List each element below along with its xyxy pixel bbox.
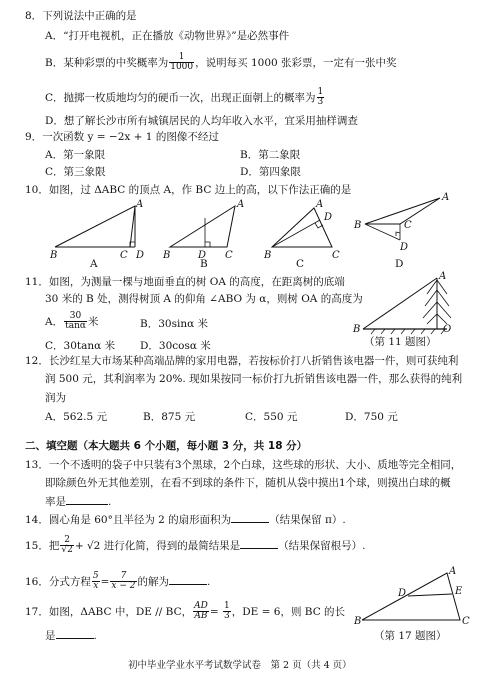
q17-answer-blank[interactable] — [56, 638, 94, 639]
q15-stem: 15．把 $\frac{2}{√2}$ + √2 进行化简，得到的最简结果是 （结果保留根号）. — [25, 535, 366, 556]
q17-label-A: A — [449, 566, 457, 577]
q8-c-fraction: $\frac{1}{3}$ — [317, 87, 324, 108]
q8-option-a: A．“打开电视机，正在播放《动物世界》”是必然事件 — [45, 30, 290, 42]
q17-fraction-value: $\frac{1}{3}$ — [223, 601, 230, 622]
q9-option-a: A．第一象限 — [45, 149, 106, 161]
q10-figure-b — [165, 198, 255, 268]
q11-label-A: A — [439, 271, 447, 282]
q17-label-C: C — [462, 616, 470, 627]
q8-b-fraction: $\frac{1}{1000}$ — [170, 52, 194, 73]
q11-line1: 11．如图，为测量一棵与地面垂直的树 OA 的高度，在距离树的底端 — [25, 276, 345, 288]
q10a-label-B: B — [50, 250, 58, 261]
q13-line2: 即除颜色外无其他差别，在看不到球的条件下，随机从袋中摸出1个球，则摸出白球的概 — [45, 477, 451, 489]
q9-option-d: D．第四象限 — [240, 166, 301, 178]
q11-a-fraction: $\frac{30}{\tan\alpha}$ — [65, 311, 86, 332]
q10b-label-C: C — [225, 250, 233, 261]
q14-stem: 14．圆心角是 60°且半径为 2 的扇形面积为 （结果保留 π）. — [25, 514, 346, 526]
section-fill-in-title: 二、填空题（本大题共 6 个小题，每小题 3 分，共 18 分） — [25, 440, 308, 452]
q12-line2: 润 500 元，其利润率为 20%. 现如果按同一标价打九折销售该电器一件，那么获得的纯利 — [45, 373, 463, 385]
q10-option-a-label: A — [90, 258, 98, 270]
q9-stem: 9．一次函数 y = −2x + 1 的图像不经过 — [25, 131, 219, 143]
q11-line2: 30 米的 B 处，测得树顶 A 的仰角 ∠ABO 为 α，则树 OA 的高度为 — [45, 293, 363, 305]
q10b-label-D: D — [198, 250, 207, 261]
q16-fraction-right: $\frac{7}{x - 2}$ — [111, 571, 136, 592]
q10-stem: 10．如图，过 ΔABC 的顶点 A，作 BC 边上的高，以下作法正确的是 — [25, 184, 352, 196]
q10-option-d-label: D — [395, 258, 404, 270]
q17-label-E: E — [455, 586, 463, 597]
q10d-label-A: A — [442, 192, 450, 203]
q11-option-d: D．30cosα 米 — [140, 340, 211, 352]
q10a-label-A: A — [136, 199, 144, 210]
q17-figure — [352, 568, 472, 628]
q16-fraction-left: $\frac{5}{x}$ — [92, 571, 99, 592]
q17-figure-caption: （第 17 题图） — [374, 630, 447, 642]
q11-option-a: A． $\frac{30}{\tan\alpha}$ 米 — [45, 311, 99, 332]
q15-fraction: $\frac{2}{√2}$ — [61, 535, 73, 556]
q12-option-d: D．750 元 — [345, 411, 398, 423]
q10b-label-A: A — [237, 199, 245, 210]
q12-option-a: A．562.5 元 — [45, 411, 107, 423]
q12-line3: 润为 — [45, 392, 66, 404]
q11-option-b: B．30sinα 米 — [140, 318, 209, 330]
q8-option-c: C．抛掷一枚质地均匀的硬币一次，出现正面朝上的概率为 $\frac{1}{3}$ — [45, 87, 324, 108]
q11-option-c: C．30tanα 米 — [45, 340, 116, 352]
q9-option-b: B．第二象限 — [240, 149, 301, 161]
q8-option-b: B．某种彩票的中奖概率为 $\frac{1}{1000}$ ，说明每买 1000 张彩票，一定有一张中奖 — [45, 52, 397, 73]
q12-line1: 12．长沙红星大市场某种高端品牌的家用电器，若按标价打八折销售该电器一件，则可获纯利 — [25, 355, 459, 367]
q11-figure — [355, 272, 465, 334]
q15-answer-blank[interactable] — [240, 548, 278, 549]
q8-stem: 8．下列说法中正确的是 — [25, 10, 137, 22]
q10d-label-C: C — [404, 220, 412, 231]
q16-answer-blank[interactable] — [169, 584, 207, 585]
q11-label-B: B — [353, 324, 361, 335]
q17-label-B: B — [354, 616, 362, 627]
q10d-label-D: D — [400, 242, 409, 253]
q10a-label-C: C — [120, 250, 128, 261]
q12-option-c: C．550 元 — [245, 411, 298, 423]
q10-option-b-label: B — [200, 258, 208, 270]
q10c-label-B: B — [264, 250, 272, 261]
q10b-label-B: B — [163, 250, 171, 261]
page-footer: 初中毕业学业水平考试数学试卷 第 2 页（共 4 页） — [128, 660, 352, 671]
q10-figure-a — [50, 198, 150, 268]
q13-line1: 13．一个不透明的袋子中只装有3个黑球，2个白球，这些球的形状、大小、质地等完全相同， — [25, 459, 462, 471]
q10c-label-D: D — [324, 212, 333, 223]
q17-line2: 是 . — [45, 630, 97, 642]
q11-label-O: O — [443, 324, 452, 335]
q17-fraction-ad-ab: $\frac{AD}{AB}$ — [194, 601, 208, 622]
q10-figure-c — [262, 198, 347, 268]
q13-answer-blank[interactable] — [66, 504, 108, 505]
q12-option-b: B．875 元 — [143, 411, 196, 423]
q8-option-d: D．想了解长沙市所有城镇居民的人均年收入水平，宜采用抽样调查 — [45, 115, 358, 127]
q17-stem: 17．如图，ΔABC 中，DE // BC， $\frac{AD}{AB}$ = $\frac{1}{3}$ ，DE = 6，则 BC 的长 — [25, 601, 346, 622]
q10d-label-B: B — [354, 220, 362, 231]
q10c-label-C: C — [332, 250, 340, 261]
q14-answer-blank[interactable] — [231, 522, 269, 523]
q10a-label-D: D — [136, 250, 145, 261]
q11-figure-caption: （第 11 题图） — [364, 336, 437, 348]
q13-line3: 率是 . — [45, 496, 112, 508]
q17-label-D: D — [398, 588, 407, 599]
q9-option-c: C．第三象限 — [45, 166, 106, 178]
q16-stem: 16．分式方程 $\frac{5}{x}$ = $\frac{7}{x - 2}$ 的解为 . — [25, 571, 211, 592]
q10c-label-A: A — [316, 199, 324, 210]
q10-figure-d — [354, 192, 450, 262]
q10-option-c-label: C — [296, 258, 305, 270]
